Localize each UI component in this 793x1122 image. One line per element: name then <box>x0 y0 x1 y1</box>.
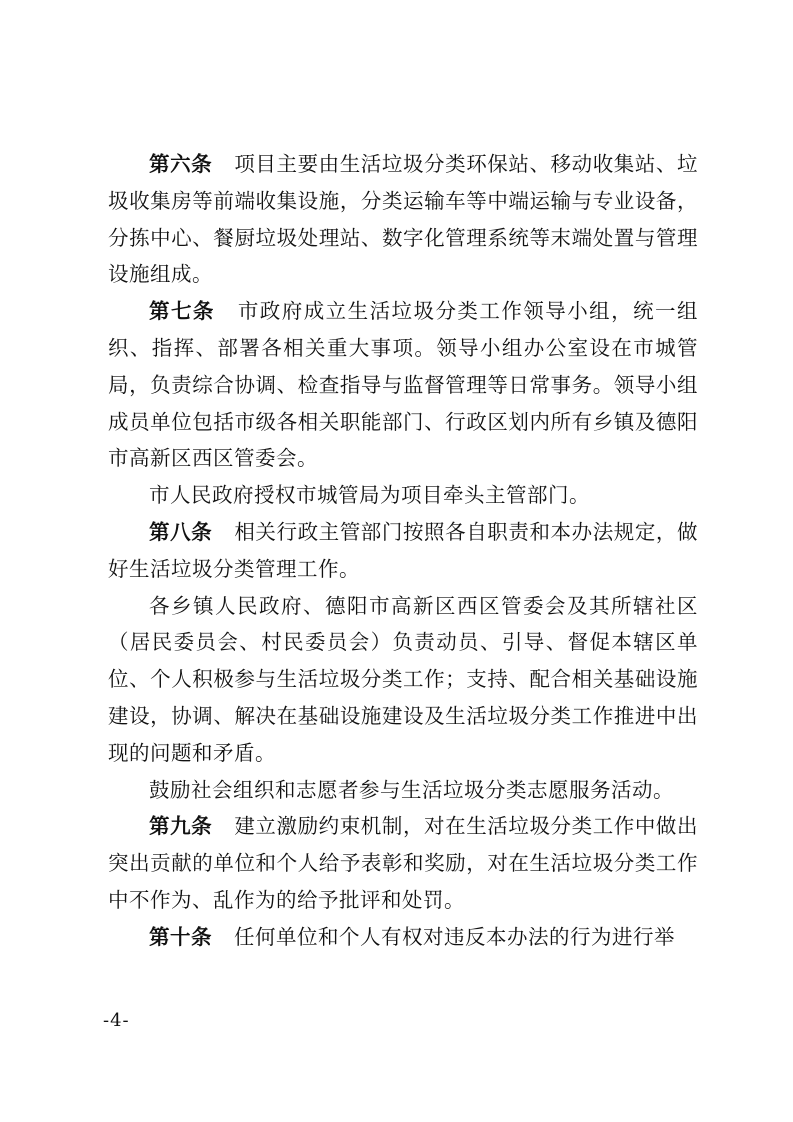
article-8-continuation-paragraph-2 <box>108 772 698 809</box>
article-6-text: 项目主要由生活垃圾分类环保站、移动收集站、垃圾收集房等前端收集设施，分类运输车等中端运输与专业设备，分拣中心、餐厨垃圾处理站、数字化管理系统等末端处置与管理设施组成。 <box>108 152 699 287</box>
article-7-continuation-paragraph <box>108 477 698 514</box>
article-10-text: 任何单位和个人有权对违反本办法的行为进行举 <box>234 924 675 949</box>
article-8-continuation-text-2: 鼓励社会组织和志愿者参与生活垃圾分类志愿服务活动。 <box>149 777 674 802</box>
article-7-paragraph <box>108 293 698 477</box>
document-body <box>108 146 698 956</box>
article-8-heading: 第八条 <box>149 519 213 544</box>
article-8-paragraph <box>108 514 698 588</box>
article-9-heading: 第九条 <box>149 814 213 839</box>
article-6-heading: 第六条 <box>149 152 213 176</box>
article-7-continuation-text: 市人民政府授权市城管局为项目牵头主管部门。 <box>149 483 590 508</box>
article-7-text: 市政府成立生活垃圾分类工作领导小组，统一组织、指挥、部署各相关重大事项。领导小组办公室设在市城管局，负责综合协调、检查指导与监督管理等日常事务。领导小组成员单位包括市级各相关职能部门、行政区划内所有乡镇及德阳市高新区西区管委会。 <box>108 299 698 471</box>
article-8-continuation-paragraph-1 <box>108 588 698 772</box>
article-10-paragraph <box>108 919 698 956</box>
article-6-paragraph <box>108 146 698 293</box>
page-number: -4- <box>103 1010 130 1031</box>
article-9-paragraph <box>108 808 698 918</box>
article-10-heading: 第十条 <box>149 924 212 949</box>
article-8-text: 相关行政主管部门按照各自职责和本办法规定，做好生活垃圾分类管理工作。 <box>108 519 699 581</box>
article-7-heading: 第七条 <box>149 299 215 324</box>
article-8-continuation-text-1: 各乡镇人民政府、德阳市高新区西区管委会及其所辖社区（居民委员会、村民委员会）负责动员、引导、督促本辖区单位、个人积极参与生活垃圾分类工作；支持、配合相关基础设施建设，协调、解决在基础设施建设及生活垃圾分类工作推进中出现的问题和矛盾。 <box>108 593 698 765</box>
article-9-text: 建立激励约束机制，对在生活垃圾分类工作中做出突出贡献的单位和个人给予表彰和奖励，对在生活垃圾分类工作中不作为、乱作为的给予批评和处罚。 <box>108 814 699 912</box>
